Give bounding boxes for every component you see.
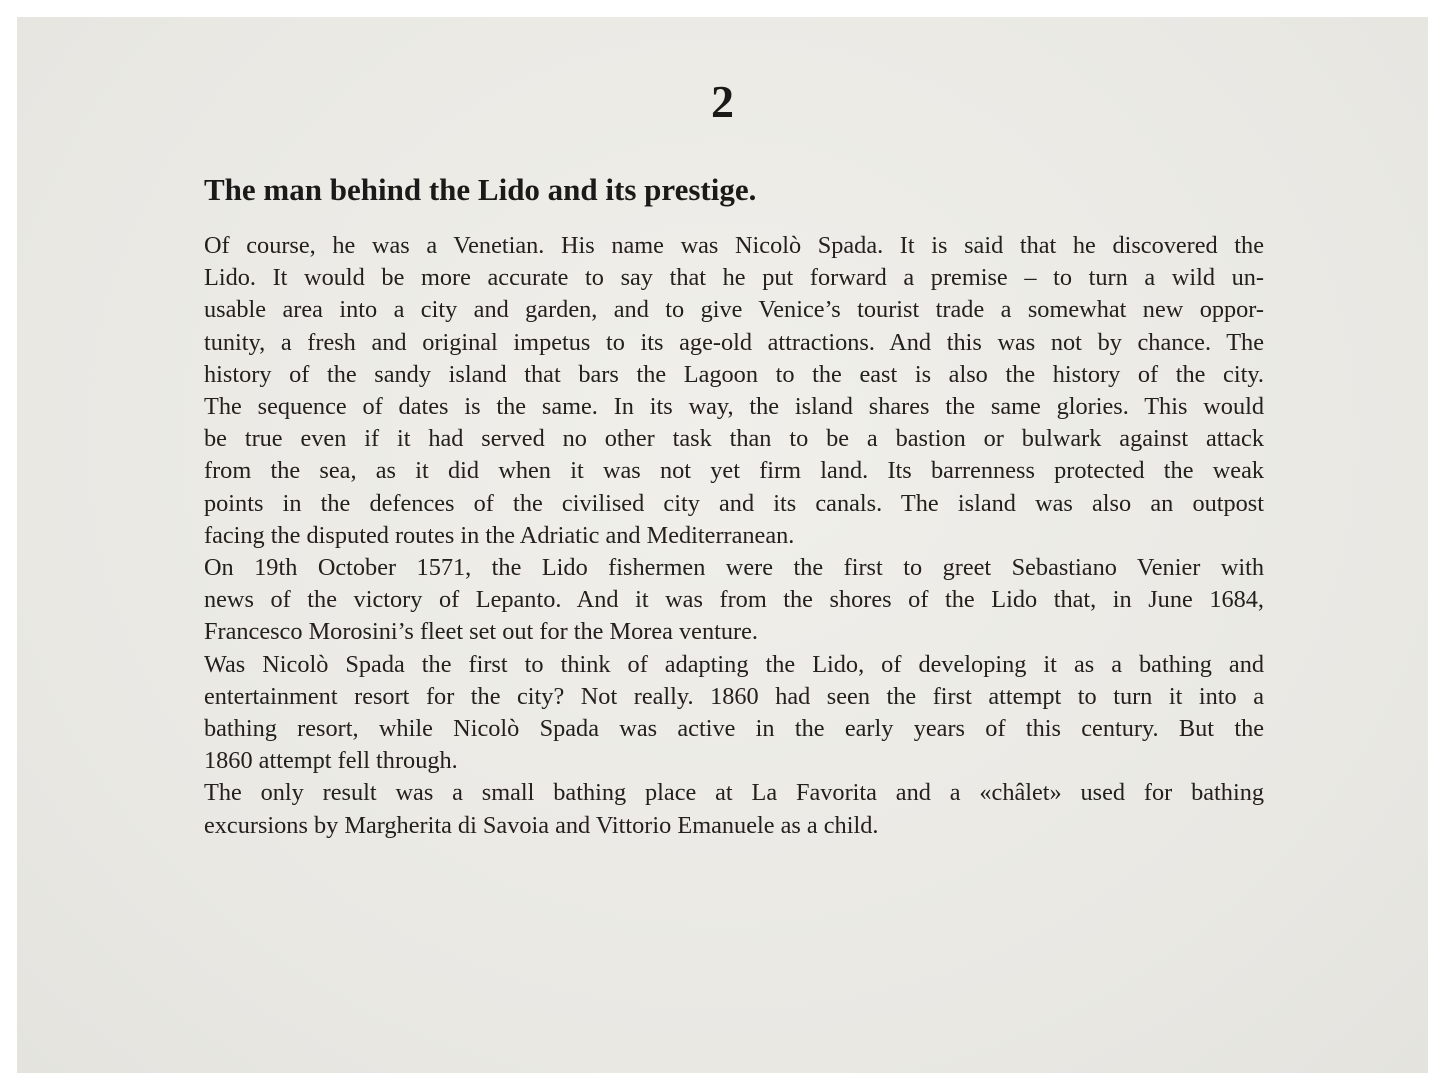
text-line: from the sea, as it did when it was not yet firm land. Its barrenness protected the weak bbox=[204, 457, 1264, 485]
text-line: Was Nicolò Spada the first to think of adapting the Lido, of developing it as a bathing and bbox=[204, 650, 1264, 678]
chapter-number: 2 bbox=[711, 76, 734, 127]
text-line: Of course, he was a Venetian. His name was Nicolò Spada. It is said that he discovered the bbox=[204, 232, 1264, 259]
text-line: news of the victory of Lepanto. And it was from the shores of the Lido that, in June 1684, bbox=[204, 586, 1264, 614]
text-line: be true even if it had served no other task than to be a bastion or bulwark against attack bbox=[204, 425, 1264, 453]
text-line: points in the defences of the civilised city and its canals. The island was also an outpost bbox=[204, 489, 1264, 517]
text-line: entertainment resort for the city? Not really. 1860 had seen the first attempt to turn it into a bbox=[204, 682, 1264, 710]
text-line: The sequence of dates is the same. In its way, the island shares the same glories. This would bbox=[204, 393, 1264, 421]
text-line: usable area into a city and garden, and to give Venice’s tourist trade a somewhat new oppor- bbox=[204, 296, 1264, 324]
text-line: Lido. It would be more accurate to say that he put forward a premise – to turn a wild un- bbox=[204, 264, 1264, 292]
body-text bbox=[204, 230, 1264, 842]
text-line: tunity, a fresh and original impetus to its age-old attractions. And this was not by chance. The bbox=[204, 328, 1264, 356]
text-line: 1860 attempt fell through. bbox=[204, 747, 458, 775]
text-line: On 19th October 1571, the Lido fishermen were the first to greet Sebastiano Venier with bbox=[204, 554, 1264, 582]
text-line: history of the sandy island that bars the Lagoon to the east is also the history of the city. bbox=[204, 360, 1264, 388]
text-line: bathing resort, while Nicolò Spada was active in the early years of this century. But the bbox=[204, 715, 1264, 743]
text-line: facing the disputed routes in the Adriatic and Mediterranean. bbox=[204, 521, 795, 549]
chapter-heading: The man behind the Lido and its prestige. bbox=[204, 172, 757, 207]
text-line: The only result was a small bathing place at La Favorita and a «châlet» used for bathing bbox=[204, 779, 1264, 807]
page bbox=[17, 17, 1428, 1073]
text-line: Francesco Morosini’s fleet set out for the Morea venture. bbox=[204, 618, 758, 646]
text-line: excursions by Margherita di Savoia and Vittorio Emanuele as a child. bbox=[204, 811, 879, 839]
